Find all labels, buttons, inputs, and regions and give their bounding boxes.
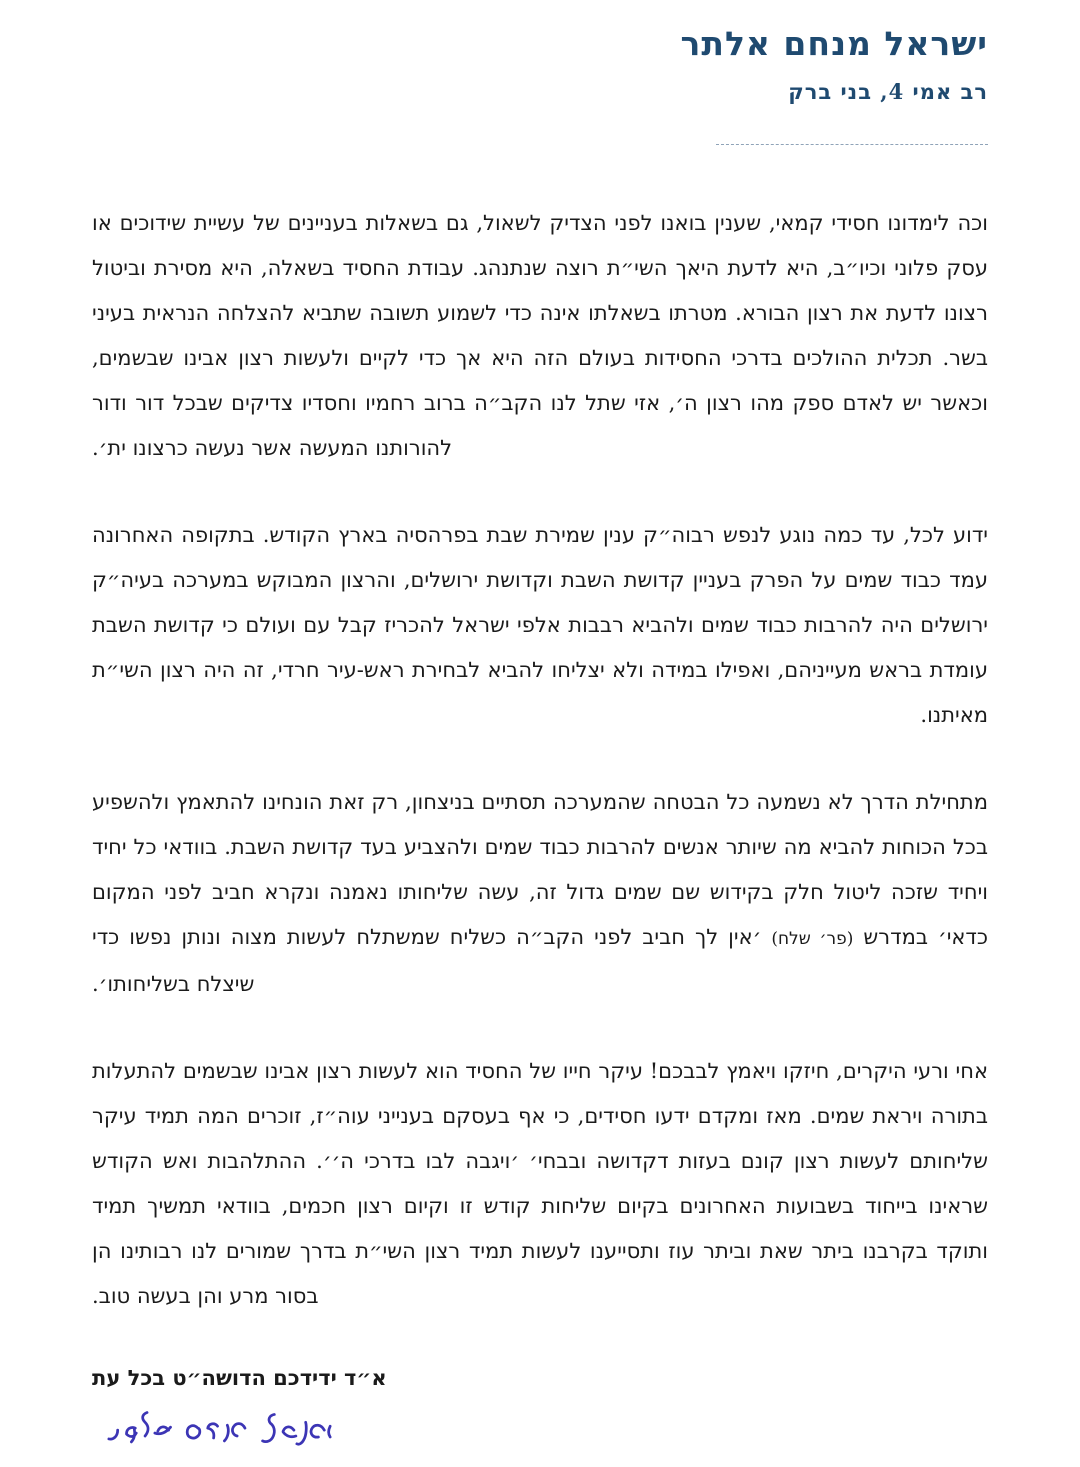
source-reference: (פר׳ שלח): [771, 929, 854, 949]
paragraph-text: ׳אין לך חביב לפני הקב״ה כשליח שמשתלח לעשות מצוה ונותן נפשו כדי שיצלח בשליחותו׳.: [92, 925, 772, 996]
sender-address: רב אמי 4, בני ברק: [788, 79, 988, 104]
sender-name: ישראל מנחם אלתר: [680, 24, 988, 63]
signature-ink: [102, 1405, 337, 1467]
closing-line: א״ד ידידכם הדושה״ט בכל עת: [92, 1365, 387, 1390]
letter-paragraph: [92, 513, 988, 738]
letterhead: [92, 24, 988, 145]
paragraph-text: אחי ורעי היקרים, חיזקו ויאמץ לבבכם! עיקר חייו של החסיד הוא לעשות רצון אבינו שבשמים להתעלות בתורה ויראת שמים. מאז ומקדם ידעו חסידים, כי אף בעסקם בענייני עוה״ז, זוכרים המה תמיד עיקר שליחותם לעשות רצון קונם בעזות דקדושה ובבחי׳ ׳ויגבה לבו בדרכי ה׳׳. ההתלהבות ואש הקודש שראינו בייחוד בשבועות האחרונים בקיום שליחות קודש זו וקיום רצון חכמים, בוודאי תמשיך תמיד ותוקד בקרבנו ביתר שאת וביתר עוז ותסייענו לעשות תמיד רצון השי״ת בדרך שמורים לנו רבותינו הן בסור מרע והן בעשה טוב.: [92, 1059, 988, 1308]
letter-paragraph: [92, 780, 988, 1007]
handwritten-signature: [102, 1405, 988, 1467]
paragraph-text: ידוע לכל, עד כמה נוגע לנפש רבוה״ק ענין שמירת שבת בפרהסיה בארץ הקודש. בתקופה האחרונה עמד כבוד שמים על הפרק בעניין קדושת השבת וקדושת ירושלים, והרצון המבוקש במערכה בעיה״ק ירושלים היה להרבות כבוד שמים ולהביא רבבות אלפי ישראל להכריז קבל עם ועולם כי קדושת השבת עומדת בראש מעייניהם, ואפילו במידה ולא יצליחו להביא לבחירת ראש-עיר חרדי, זה היה רצון השי״ת מאיתנו.: [92, 523, 988, 727]
letter-paragraph: [92, 201, 988, 471]
paragraph-text: וכה לימדונו חסידי קמאי, שענין בואנו לפני הצדיק לשאול, גם בשאלות בעניינים של עשיית שידוכים או עסק פלוני וכיו״ב, היא לדעת היאך השי״ת רוצה שנתנהג. עבודת החסיד בשאלה, היא מסירת וביטול רצונו לדעת את רצון הבורא. מטרתו בשאלתו אינה כדי לשמוע תשובה שתביא להצלחה הנראית בעיני בשר. תכלית ההולכים בדרכי החסידות בעולם הזה היא אך כדי לקיים ולעשות רצון אבינו שבשמים, וכאשר יש לאדם ספק מהו רצון ה׳, אזי שתל לנו הקב״ה ברוב רחמיו וחסדיו צדיקים שבכל דור ודור להורותנו המעשה אשר נעשה כרצונו ית׳.: [92, 211, 988, 460]
letter-paragraph: [92, 1049, 988, 1319]
paragraph-text: מתחילת הדרך לא נשמעה כל הבטחה שהמערכה תסתיים בניצחון, רק זאת הונחינו להתאמץ ולהשפיע בכל הכוחות להביא מה שיותר אנשים להרבות כבוד שמים ולהצביע בעד קדושת השבת. בוודאי כל יחיד ויחיד שזכה ליטול חלק בקידוש שם שמים גדול זה, עשה שליחותו נאמנה ונקרא חביב לפני המקום כדאי׳ במדרש: [92, 790, 989, 949]
letter-body: [92, 201, 988, 1319]
letterhead-divider: [716, 144, 988, 145]
